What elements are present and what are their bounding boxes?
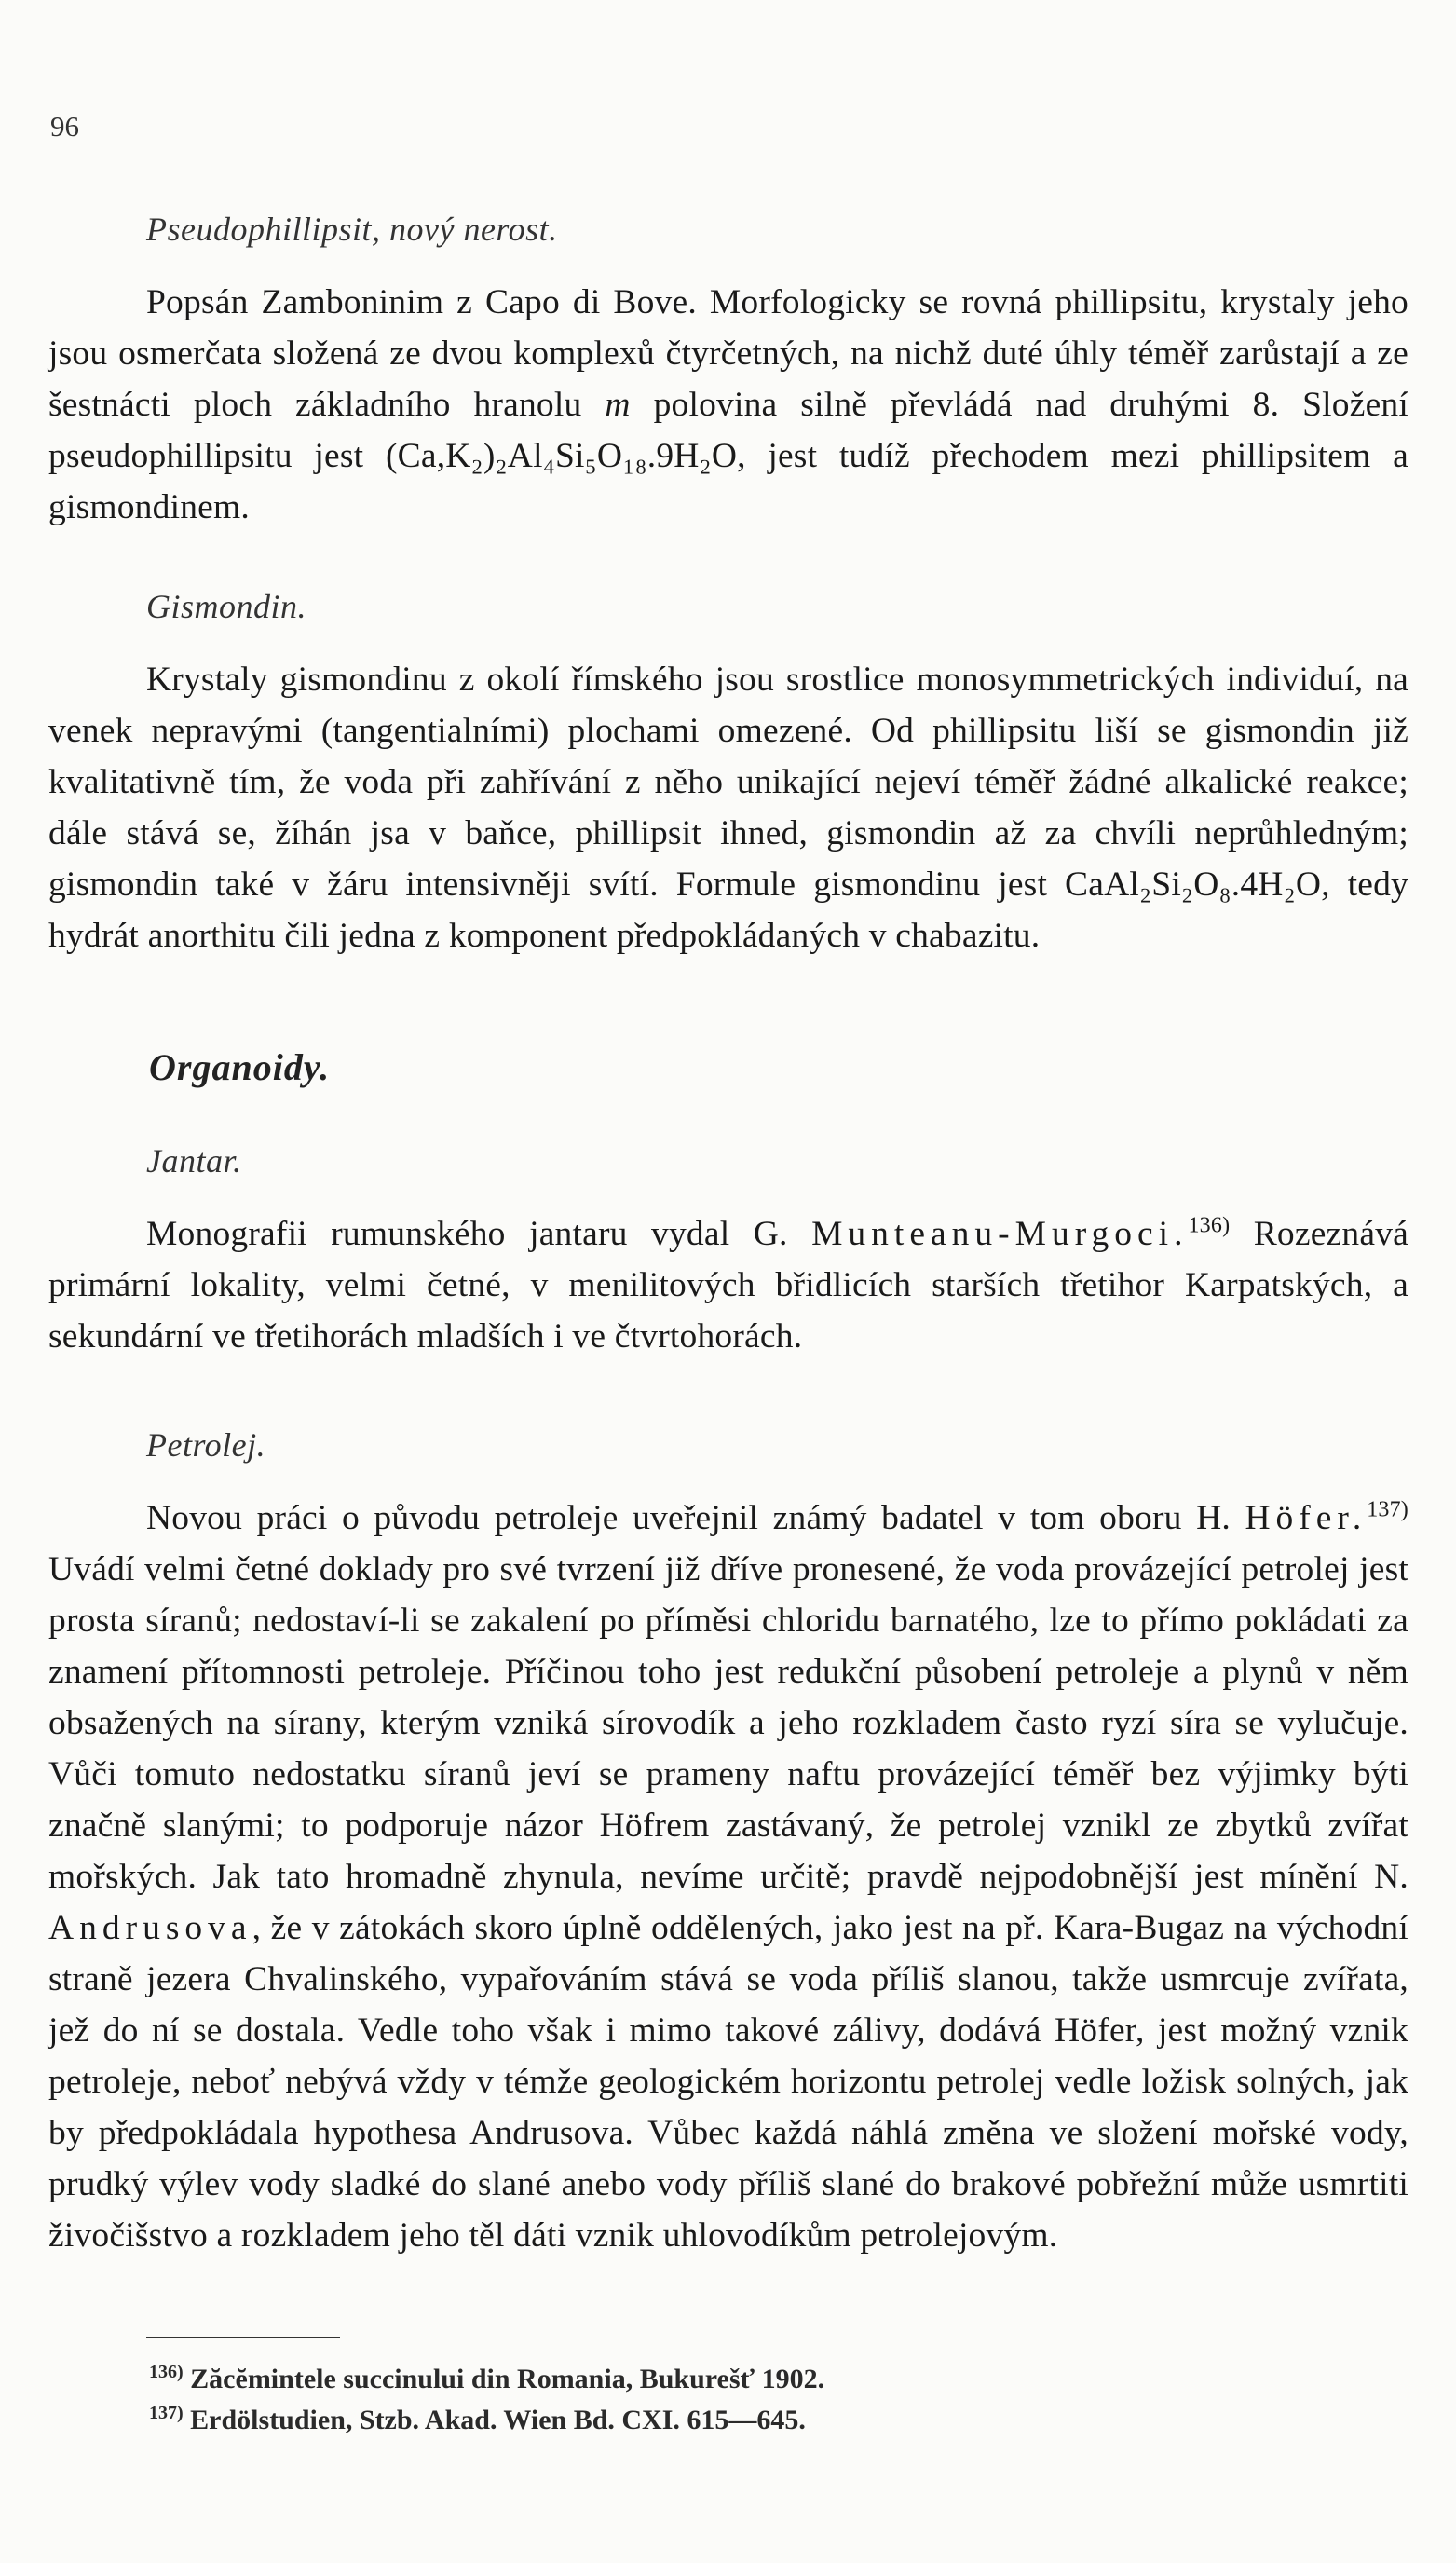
heading-jantar: Jantar. bbox=[146, 1142, 242, 1179]
footnote-137 bbox=[149, 2400, 1360, 2441]
section-organoidy bbox=[48, 1045, 1408, 1126]
text-run: , tedy hydrát anorthitu čili jedna z komponent předpokládaných v chabazitu. bbox=[48, 866, 1409, 955]
page-number: 96 bbox=[50, 110, 79, 143]
footnote-mark: 137) bbox=[149, 2403, 184, 2423]
footnotes bbox=[149, 2359, 1360, 2441]
paragraph-petrolej bbox=[48, 1493, 1408, 2261]
page bbox=[48, 0, 1408, 2563]
heading-pseudophillipsit: Pseudophillipsit, nový nerost. bbox=[146, 211, 558, 248]
section-petrolej bbox=[48, 1425, 1408, 2261]
section-gismondin bbox=[48, 587, 1408, 961]
text-run: Rozeznává primární lokality, velmi četné, v menilitových břidlicích starších třetihor Karpatských, a sekundární ve třetihorách mladších i ve čtvrtohorách. bbox=[48, 1215, 1408, 1356]
formula-pseudophillipsit: (Ca,K₂)₂Al₄Si₅O₁₈.9H₂O bbox=[385, 437, 738, 475]
formula-gismondin: CaAl₂Si₂O₈.4H₂O bbox=[1065, 866, 1322, 904]
text-run: Uvádí velmi četné doklady pro své tvrzení již dříve pronesené, že voda provázející petrolej jest prosta síranů; nedostaví-li se zakalení po příměsi chloridu barnatého, lze to přímo pokládati za znamení přítomnosti petroleje. Příčinou toho jest redukční působení petroleje a plynů v něm obsažených na sírany, kterým vzniká sírovodík a jeho rozkladem často ryzí síra se vylučuje. Vůči tomuto nedostatku síranů jeví se prameny naftu provázející téměř bez výjimky býti značně slanými; to podporuje názor Höfrem zastávaný, že petrolej vznikl ze zbytků zvířat mořských. Jak tato hromadně zhynula, nevíme určitě; pravdě nejpodobnější jest mínění N. bbox=[48, 1550, 1408, 1896]
footnote-divider bbox=[146, 2337, 340, 2338]
paragraph-jantar bbox=[48, 1208, 1408, 1362]
paragraph-pseudophillipsit bbox=[48, 277, 1408, 533]
footnote-136 bbox=[149, 2359, 1360, 2400]
prism-symbol: m bbox=[605, 386, 631, 424]
heading-petrolej: Petrolej. bbox=[146, 1426, 266, 1464]
footnote-text: Erdölstudien, Stzb. Akad. Wien Bd. CXI. 615—645. bbox=[183, 2405, 806, 2435]
author-andrusov: Andrusova bbox=[48, 1909, 252, 1947]
text-run: , jest tudíž přechodem mezi phillipsitem a gismondinem. bbox=[48, 437, 1408, 526]
footnote-ref-137: 137) bbox=[1367, 1497, 1408, 1522]
heading-organoidy: Organoidy. bbox=[149, 1046, 331, 1088]
text-run: Popsán Zamboninim z Capo di Bove. Morfologicky se rovná phillipsitu, krystaly jeho jsou osmerčata složená ze dvou komplexů čtyrčetných, na nichž duté úhly téměř zarůstají a ze šestnácti ploch základního hranolu bbox=[48, 283, 1408, 424]
footnote-mark: 136) bbox=[149, 2362, 184, 2382]
heading-gismondin: Gismondin. bbox=[146, 588, 307, 625]
author-munteanu: Munteanu-Murgoci. bbox=[811, 1215, 1189, 1253]
text-run: Monografii rumunského jantaru vydal G. bbox=[146, 1215, 812, 1253]
text-run: , že v zátokách skoro úplně oddělených, jako jest na př. Kara-Bugaz na východní straně jezera Chvalinského, vypařováním stává se voda příliš slanou, takže usmrcuje zvířata, jež do ní se dostala. Vedle toho však i mimo takové zálivy, dodává Höfer, jest možný vznik petroleje, neboť nebývá vždy v témže geologickém horizontu petrolej vedle ložisk solných, jak by předpokládala hypothesa Andrusova. Vůbec každá náhlá změna ve složení mořské vody, prudký výlev vody sladké do slané anebo vody příliš slané do brakové pobřežní může usmrtiti živočišstvo a rozkladem jeho těl dáti vznik uhlovodíkům petrolejovým. bbox=[48, 1909, 1408, 2255]
footnote-ref-136: 136) bbox=[1188, 1213, 1231, 1238]
paragraph-gismondin bbox=[48, 654, 1408, 961]
section-pseudophillipsit bbox=[48, 210, 1408, 533]
author-hofer: Höfer. bbox=[1245, 1499, 1368, 1537]
text-run: polovina silně převládá nad druhými 8. Složení pseudophillipsitu jest bbox=[48, 386, 1409, 475]
section-jantar bbox=[48, 1141, 1408, 1362]
text-run: Novou práci o původu petroleje uveřejnil známý badatel v tom oboru H. bbox=[146, 1499, 1245, 1537]
text-run: Krystaly gismondinu z okolí římského jsou srostlice monosymmetrických individuí, na venek nepravými (tangentialními) plochami omezené. Od phillipsitu liší se gismondin již kvalitativně tím, že voda při zahřívání z něho unikající nejeví téměř žádné alkalické reakce; dále stává se, žíhán jsa v baňce, phillipsit ihned, gismondin až za chvíli neprůhledným; gismondin také v žáru intensivněji svítí. Formule gismondinu jest bbox=[48, 661, 1408, 904]
footnote-text: Zăcĕmintele succinului din Romania, Bukurešť 1902. bbox=[183, 2364, 825, 2394]
